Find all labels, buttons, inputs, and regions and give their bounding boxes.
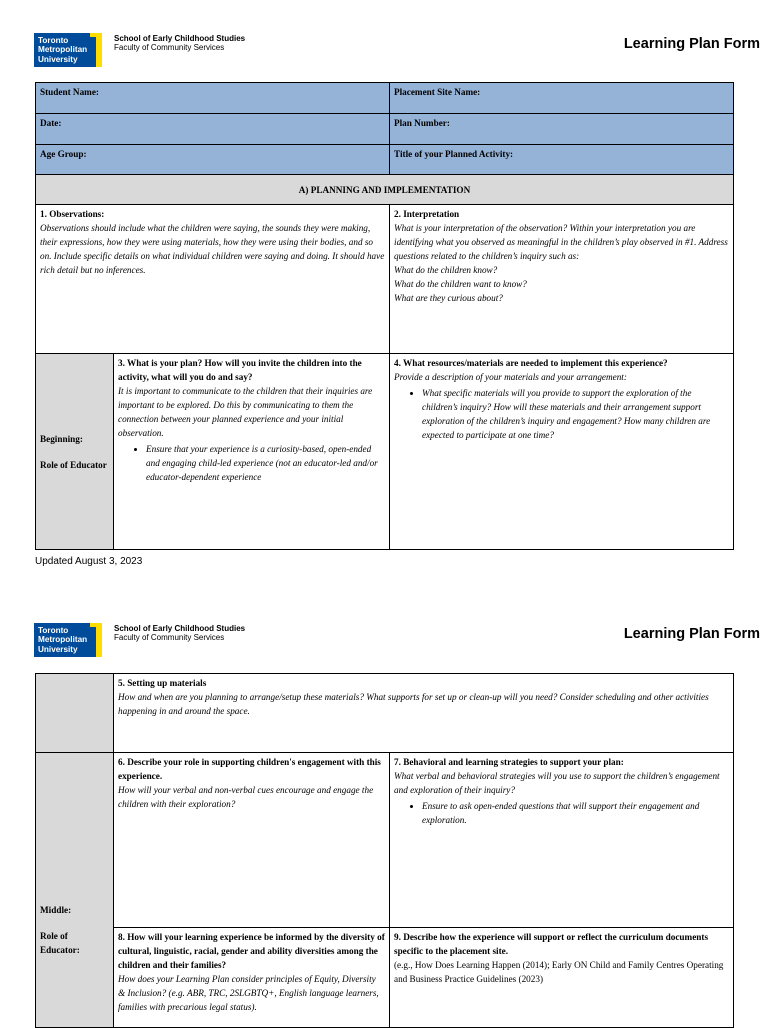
setup-heading: 5. Setting up materials — [118, 678, 207, 688]
page2-header — [0, 623, 768, 667]
activity-title-field[interactable]: Title of your Planned Activity: — [390, 145, 734, 175]
setup-instructions: How and when are you planning to arrange/setup these materials? What supports for set up or clean-up will you need? Consider scheduling and other activities happening in and around the space. — [118, 692, 709, 716]
beginning-label: Beginning: — [40, 433, 83, 444]
curriculum-cell[interactable] — [390, 928, 734, 1028]
section-title: A) PLANNING AND IMPLEMENTATION — [36, 175, 734, 205]
strategies-bullet: • Ensure to ask open-ended questions that will support their engagement and exploration. — [422, 799, 729, 827]
diversity-instructions: How does your Learning Plan consider principles of Equity, Diversity & Inclusion? (e.g. ABR, TRC, 2SLGBTQ+, English language learners, families with precarious legal status). — [118, 974, 379, 1012]
placement-site-field[interactable]: Placement Site Name: — [390, 83, 734, 114]
resources-cell[interactable] — [390, 354, 734, 550]
interpretation-question: What do the children want to know? — [394, 279, 527, 289]
plan-number-field[interactable]: Plan Number: — [390, 114, 734, 145]
updated-date: Updated August 3, 2023 — [35, 556, 143, 567]
curriculum-examples: (e.g., How Does Learning Happen (2014); Early ON Child and Family Centres Operating and Business Practice Guidelines (2023) — [394, 960, 724, 984]
page1-table — [35, 82, 734, 550]
curriculum-heading: 9. Describe how the experience will support or reflect the curriculum documents specific to the placement site. — [394, 932, 709, 956]
middle-label: Middle: — [40, 905, 72, 915]
strategies-heading: 7. Behavioral and learning strategies to support your plan: — [394, 757, 624, 767]
age-group-field[interactable]: Age Group: — [36, 145, 390, 175]
role-of-educator-label: Role of Educator — [40, 459, 107, 470]
setup-cell[interactable] — [114, 674, 734, 753]
diversity-heading: 8. How will your learning experience be informed by the diversity of cultural, linguistic, racial, gender and ability diversities among the children and their families? — [118, 932, 385, 970]
date-field[interactable]: Date: — [36, 114, 390, 145]
school-name: School of Early Childhood Studies Faculty of Community Services — [114, 624, 246, 642]
interpretation-heading: 2. Interpretation — [394, 209, 460, 219]
tmu-logo: Toronto Metropolitan University — [34, 623, 102, 657]
setup-label-cell — [36, 674, 114, 753]
role-of-educator-label: Role of Educator: — [40, 931, 80, 955]
role-heading: 6. Describe your role in supporting children's engagement with this experience. — [118, 757, 381, 781]
form-title: Learning Plan Form — [623, 626, 760, 642]
page1-header — [0, 33, 768, 77]
plan-heading: 3. What is your plan? How will you invite the children into the activity, what will you do and say? — [118, 358, 362, 382]
strategies-cell[interactable] — [390, 753, 734, 928]
tmu-logo: Toronto Metropolitan University — [34, 33, 102, 67]
observations-instructions: Observations should include what the children were saying, the sounds they were making, their expressions, how they were using materials, how they were using their bodies, and so on. Include specific details on what individual children were saying and doing. It should have rich detail but no inferences. — [40, 223, 385, 275]
page2-table — [35, 673, 734, 1028]
diversity-cell[interactable] — [114, 928, 390, 1028]
resources-instructions: Provide a description of your materials and your arrangement: — [394, 372, 627, 382]
resources-bullet: • What specific materials will you provide to support the exploration of the children’s inquiry? How will these materials and their arrangement support exploration of the children’s inquiry and engagement? How many children are expected to participate at one time? — [422, 386, 729, 442]
observations-cell[interactable] — [36, 205, 390, 354]
role-instructions: How will your verbal and non-verbal cues encourage and engage the children with their exploration? — [118, 785, 374, 809]
plan-instructions: It is important to communicate to the children that their inquiries are important to be explored. Do this by communicating to them the connection between your planned experience and your initial observation. — [118, 386, 373, 438]
interpretation-question: What do the children know? — [394, 265, 498, 275]
school-name: School of Early Childhood Studies Faculty of Community Services — [114, 34, 246, 52]
resources-heading: 4. What resources/materials are needed to implement this experience? — [394, 358, 668, 368]
middle-label-cell — [36, 753, 114, 1028]
strategies-instructions: What verbal and behavioral strategies will you use to support the children’s engagement and exploration of their inquiry? — [394, 771, 720, 795]
interpretation-question: What are they curious about? — [394, 293, 503, 303]
plan-cell[interactable] — [114, 354, 390, 550]
student-name-field[interactable]: Student Name: — [36, 83, 390, 114]
interpretation-cell[interactable] — [390, 205, 734, 354]
observations-heading: 1. Observations: — [40, 209, 105, 219]
plan-bullet: • Ensure that your experience is a curiosity-based, open-ended and engaging child-led experience (not an educator-led and/or educator-dependent experience — [146, 442, 385, 484]
interpretation-instructions: What is your interpretation of the observation? Within your interpretation you are identifying what you observed as meaningful in the children’s play observed in #1. Address questions related to the children’s inquiry such as: — [394, 223, 728, 261]
role-cell[interactable] — [114, 753, 390, 928]
beginning-label-cell — [36, 354, 114, 550]
form-title: Learning Plan Form — [623, 36, 760, 52]
